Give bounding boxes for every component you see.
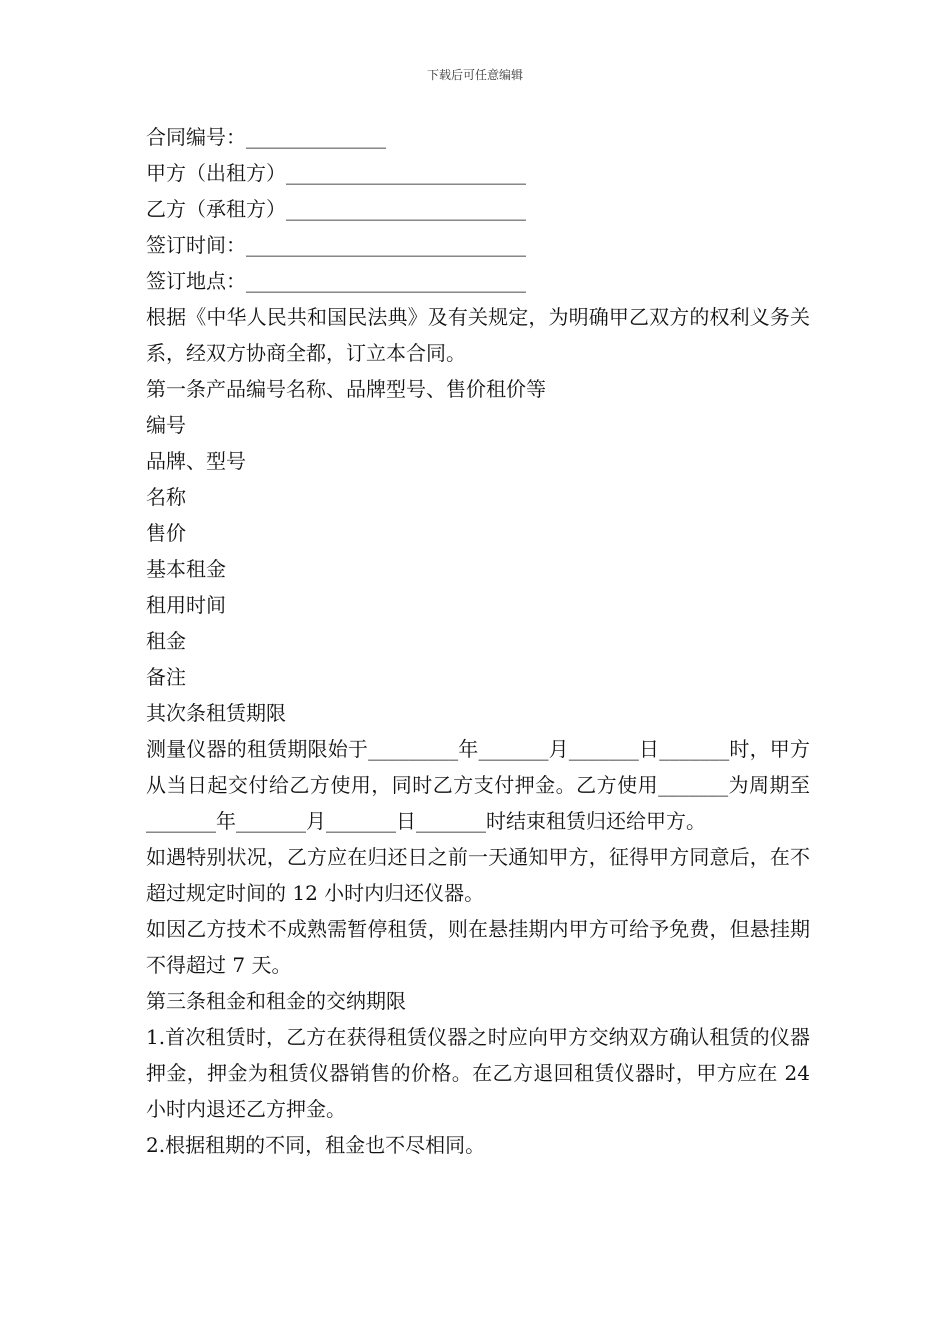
field-number: 编号 [146, 413, 186, 437]
sign-place-line: 签订地点：____________________________ [146, 269, 526, 293]
contract-number-line: 合同编号：______________ [146, 125, 386, 149]
article2-paragraph-2: 如遇特别状况，乙方应在归还日之前一天通知甲方，征得甲方同意后，在不超过规定时间的 12 小时内归还仪器。 [146, 845, 810, 905]
document-body [146, 119, 810, 1163]
article3-title: 第三条租金和租金的交纳期限 [146, 989, 406, 1013]
field-rent: 租金 [146, 629, 186, 653]
field-base-rent: 基本租金 [146, 557, 226, 581]
field-name: 名称 [146, 485, 186, 509]
article1-title: 第一条产品编号名称、品牌型号、售价租价等 [146, 377, 546, 401]
article2-paragraph-1: 测量仪器的租赁期限始于_________年_______月_______日_______时，甲方从当日起交付给乙方使用，同时乙方支付押金。乙方使用_______为周期至_______年_______月_______日_______时结束租赁归还给甲方。 [146, 737, 810, 833]
article3-paragraph-1: 1.首次租赁时，乙方在获得租赁仪器之时应向甲方交纳双方确认租赁的仪器押金，押金为租赁仪器销售的价格。在乙方退回租赁仪器时，甲方应在 24 小时内退还乙方押金。 [146, 1025, 810, 1121]
field-brand-model: 品牌、型号 [146, 449, 246, 473]
article3-paragraph-2: 2.根据租期的不同，租金也不尽相同。 [146, 1133, 486, 1157]
header-note: 下载后可任意编辑 [426, 68, 523, 82]
sign-time-line: 签订时间：____________________________ [146, 233, 526, 257]
field-remarks: 备注 [146, 665, 186, 689]
preamble-paragraph: 根据《中华人民共和国民法典》及有关规定，为明确甲乙双方的权利义务关系，经双方协商全都，订立本合同。 [146, 305, 810, 365]
party-a-line: 甲方（出租方）________________________ [146, 161, 526, 185]
article2-title: 其次条租赁期限 [146, 701, 286, 725]
party-b-line: 乙方（承租方）________________________ [146, 197, 526, 221]
field-price: 售价 [146, 521, 186, 545]
article2-paragraph-3: 如因乙方技术不成熟需暂停租赁，则在悬挂期内甲方可给予免费，但悬挂期不得超过 7 天。 [146, 917, 810, 977]
field-rental-time: 租用时间 [146, 593, 226, 617]
